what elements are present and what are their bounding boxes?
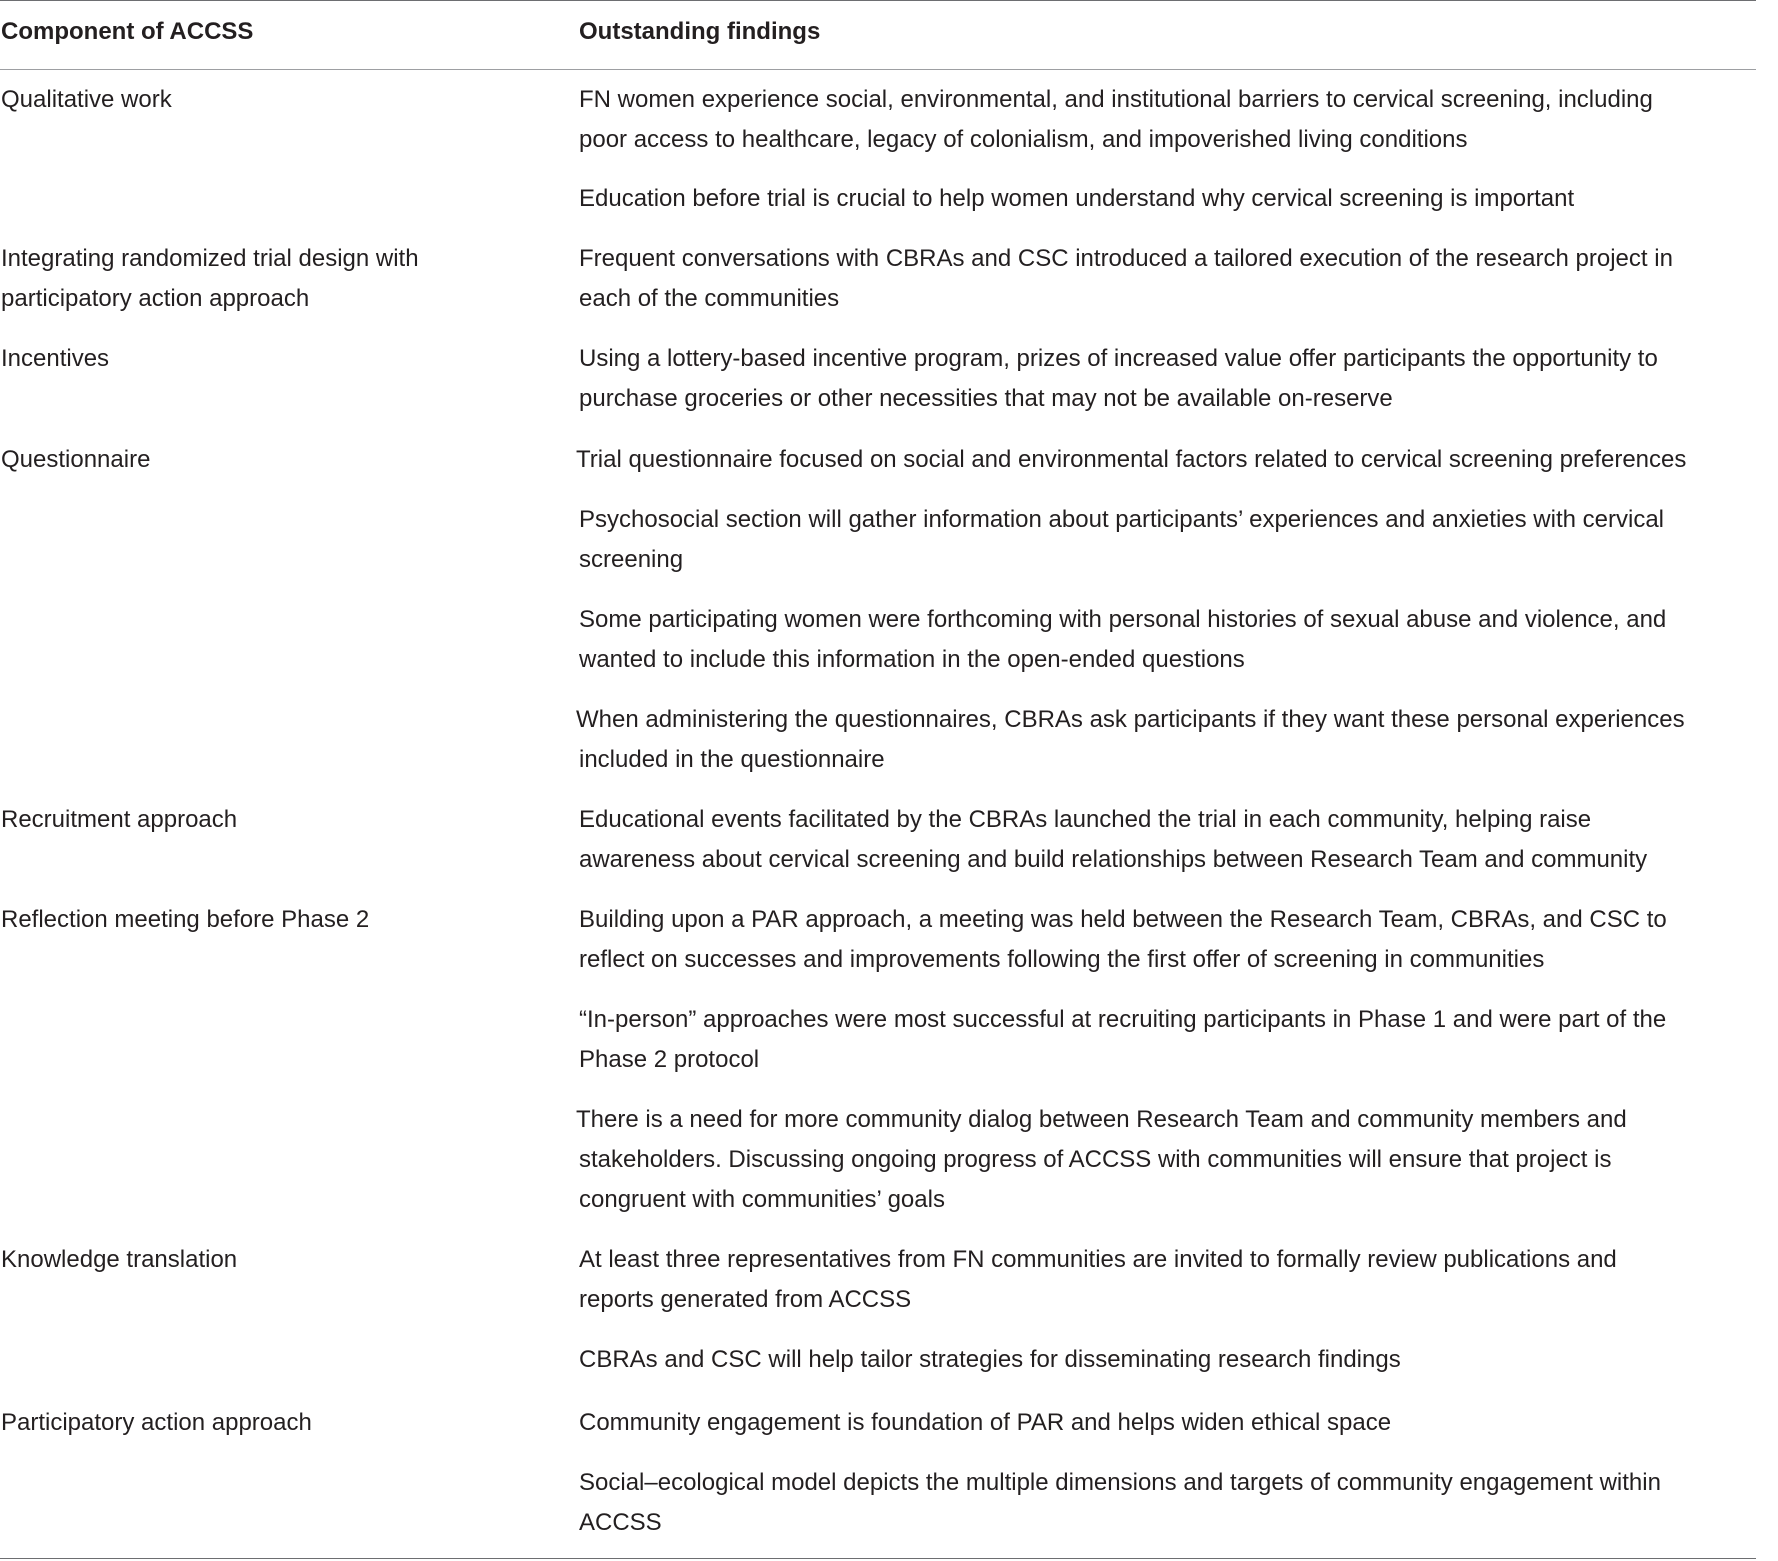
finding-line: included in the questionnaire [579, 746, 885, 773]
component-cell: Qualitative work [1, 86, 172, 113]
finding-line: Phase 2 protocol [579, 1046, 760, 1073]
component-cell: participatory action approach [1, 285, 310, 312]
finding-line: Frequent conversations with CBRAs and CSC introduced a tailored execution of the research project in [579, 245, 1673, 272]
finding-line: “In-person” approaches were most successful at recruiting participants in Phase 1 and were part of the [579, 1006, 1667, 1033]
table-bottom-rule [0, 1558, 1756, 1559]
component-cell: Participatory action approach [1, 1409, 312, 1436]
finding-line: Educational events facilitated by the CBRAs launched the trial in each community, helping raise [579, 806, 1592, 833]
finding-line: Using a lottery-based incentive program, prizes of increased value offer participants the opportunity to [579, 345, 1658, 372]
finding-line: reports generated from ACCSS [579, 1286, 912, 1313]
finding-line: FN women experience social, environmental, and institutional barriers to cervical screening, including [579, 86, 1653, 113]
finding-line: There is a need for more community dialog between Research Team and community members and [576, 1106, 1627, 1133]
finding-line: screening [579, 546, 684, 573]
finding-line: Community engagement is foundation of PAR and helps widen ethical space [579, 1409, 1392, 1436]
finding-line: Building upon a PAR approach, a meeting was held between the Research Team, CBRAs, and CSC to [579, 906, 1667, 933]
finding-line: CBRAs and CSC will help tailor strategies for disseminating research findings [579, 1346, 1401, 1373]
finding-line: Some participating women were forthcoming with personal histories of sexual abuse and violence, and [579, 606, 1667, 633]
finding-line: awareness about cervical screening and build relationships between Research Team and community [579, 846, 1648, 873]
column-header-findings: Outstanding findings [579, 18, 821, 45]
component-cell: Knowledge translation [1, 1246, 238, 1273]
table-top-rule [0, 0, 1756, 1]
finding-line: each of the communities [579, 285, 840, 312]
finding-line: Education before trial is crucial to help women understand why cervical screening is important [579, 185, 1575, 212]
component-cell: Integrating randomized trial design with [1, 245, 419, 272]
finding-line: Psychosocial section will gather information about participants’ experiences and anxieties with cervical [579, 506, 1664, 533]
component-cell: Incentives [1, 345, 110, 372]
finding-line: Trial questionnaire focused on social and environmental factors related to cervical screening preferences [576, 446, 1687, 473]
finding-line: ACCSS [579, 1509, 662, 1536]
component-cell: Reflection meeting before Phase 2 [1, 906, 370, 933]
finding-line: congruent with communities’ goals [579, 1186, 945, 1213]
component-cell: Questionnaire [1, 446, 151, 473]
finding-line: At least three representatives from FN communities are invited to formally review publications and [579, 1246, 1617, 1273]
finding-line: purchase groceries or other necessities that may not be available on-reserve [579, 385, 1393, 412]
finding-line: When administering the questionnaires, CBRAs ask participants if they want these personal experiences [576, 706, 1685, 733]
finding-line: wanted to include this information in the open-ended questions [579, 646, 1245, 673]
finding-line: Social–ecological model depicts the multiple dimensions and targets of community engagement within [579, 1469, 1661, 1496]
column-header-component: Component of ACCSS [1, 18, 254, 45]
component-cell: Recruitment approach [1, 806, 238, 833]
finding-line: stakeholders. Discussing ongoing progress of ACCSS with communities will ensure that project is [579, 1146, 1612, 1173]
finding-line: reflect on successes and improvements following the first offer of screening in communities [579, 946, 1545, 973]
header-rule [0, 69, 1756, 70]
finding-line: poor access to healthcare, legacy of colonialism, and impoverished living conditions [579, 126, 1468, 153]
